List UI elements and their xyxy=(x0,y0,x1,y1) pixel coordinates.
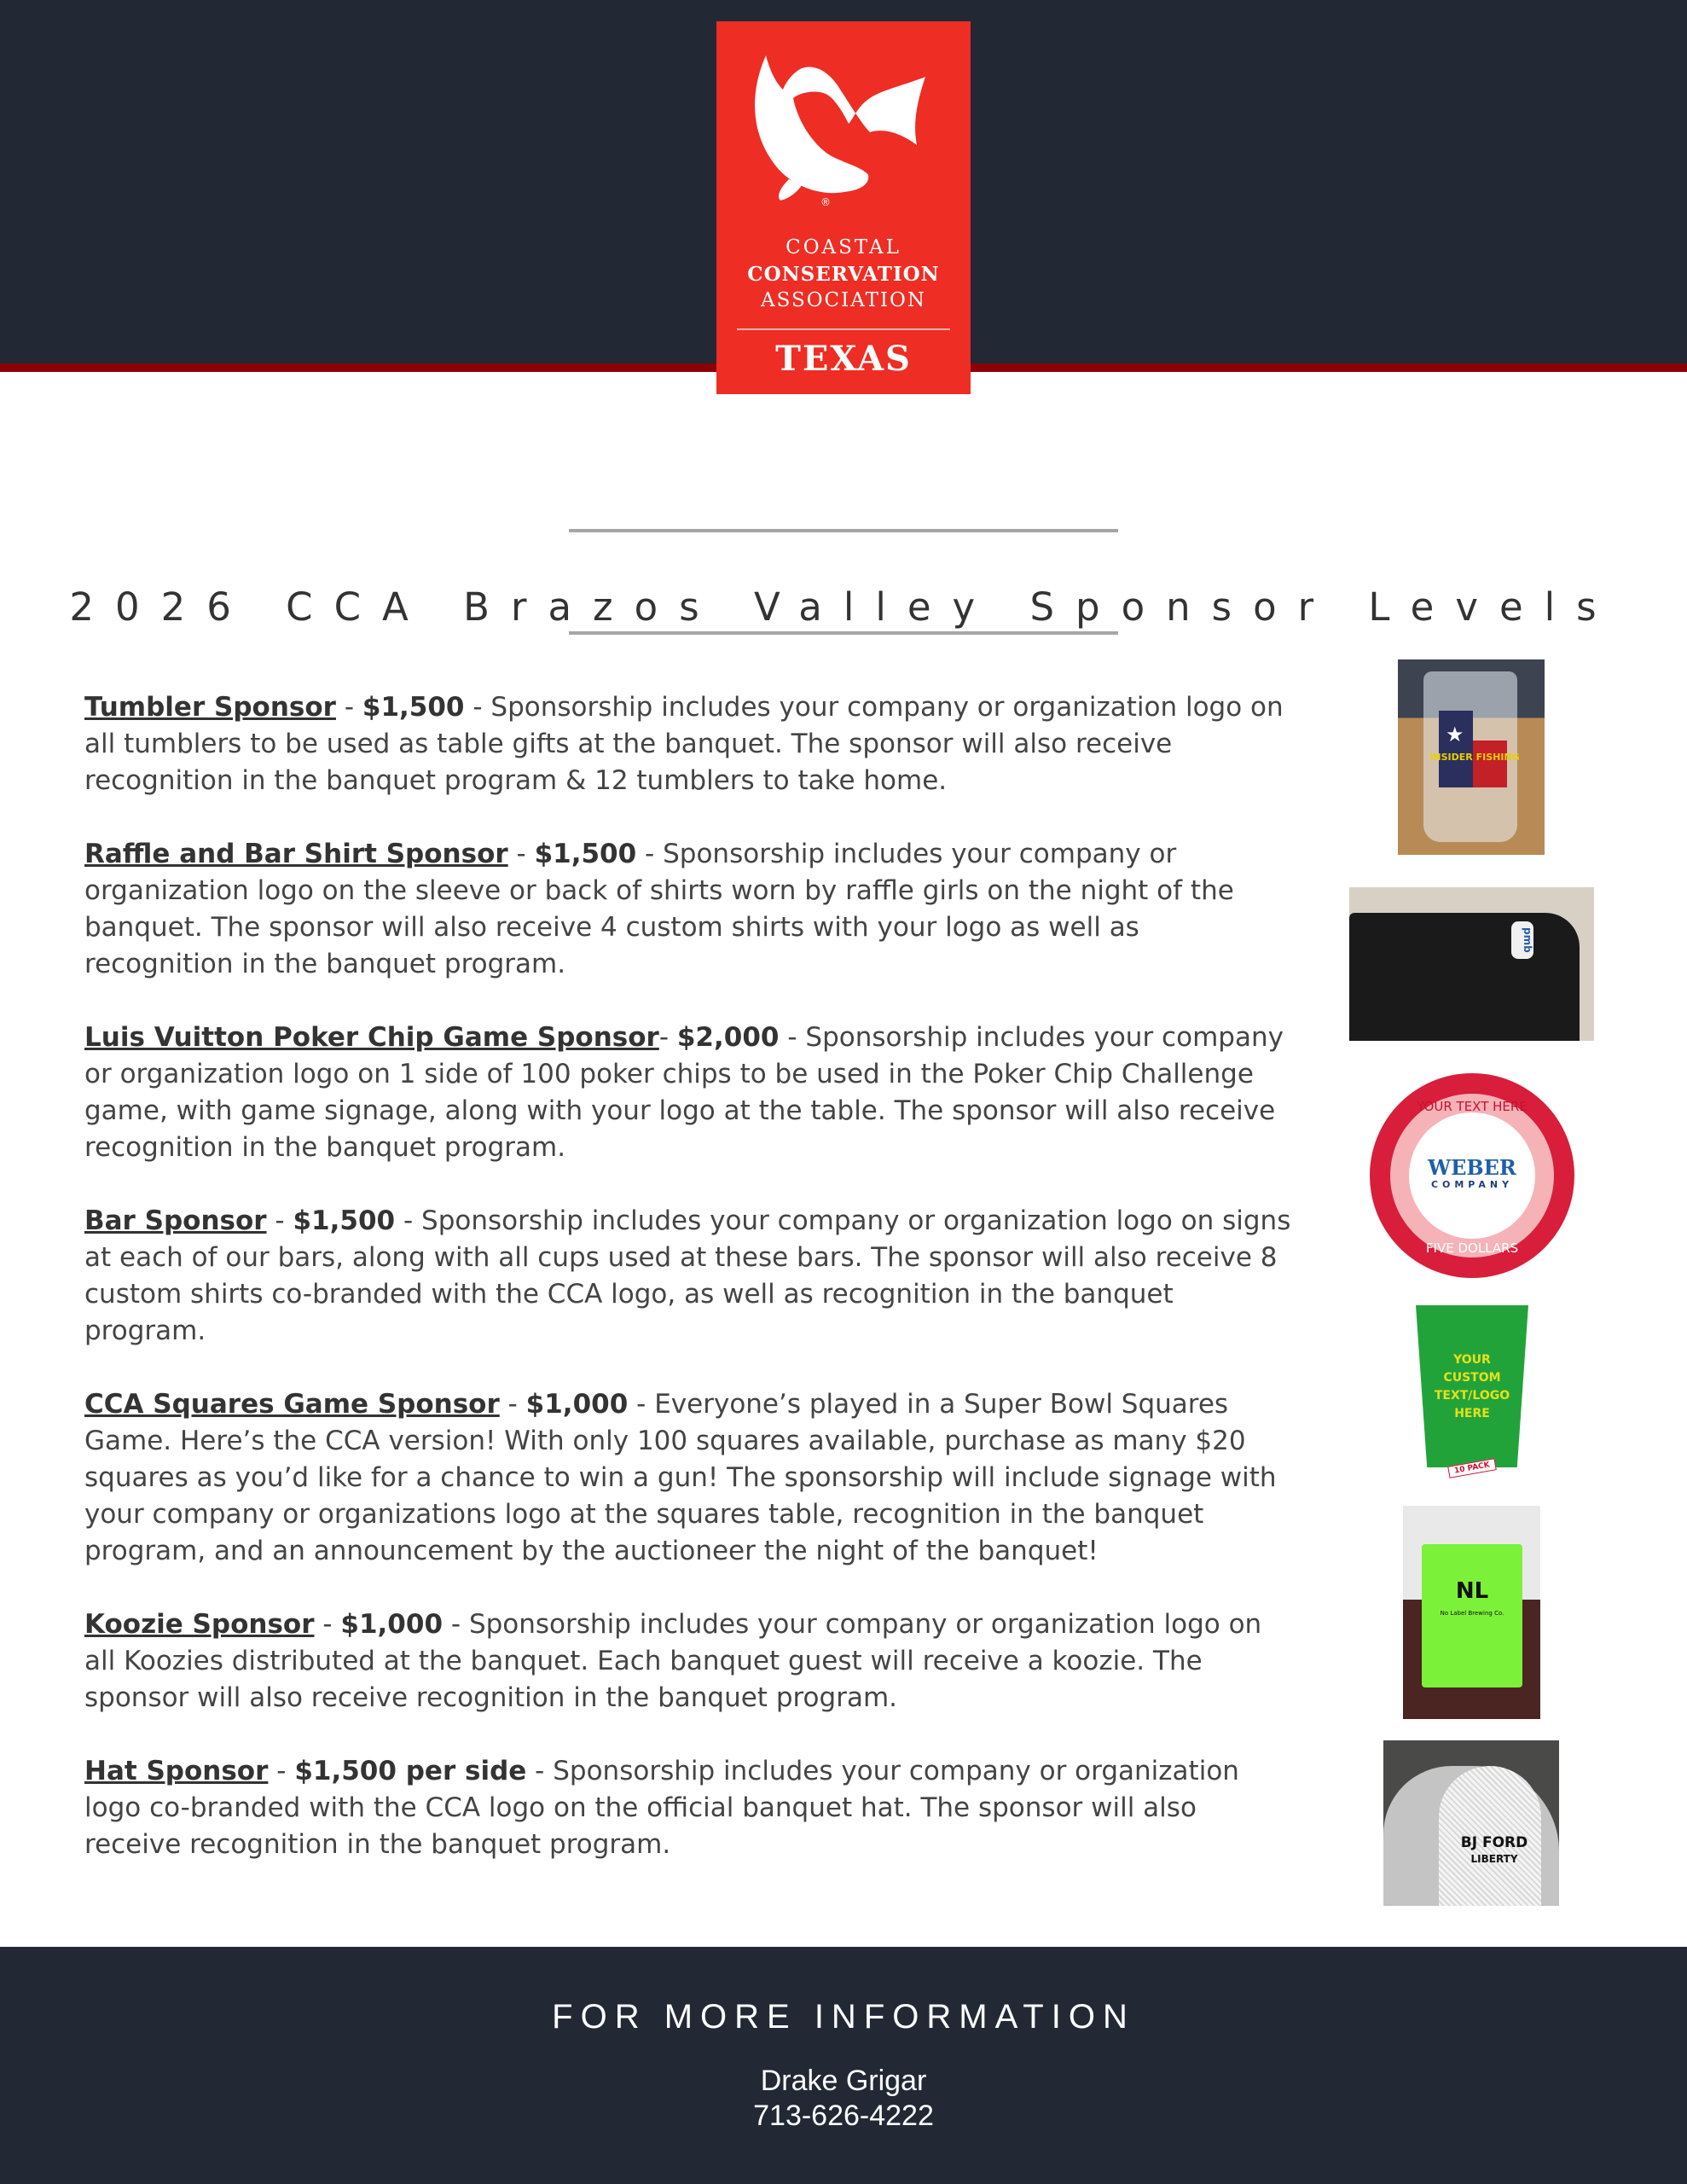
level-price: $1,500 xyxy=(362,692,465,723)
koozie-logo: NL xyxy=(1455,1578,1489,1604)
level-description: Sponsorship includes your company or organization logo on 1 side of 100 poker chips to be used in the Poker Chip Challenge game, with game signage, along with your logo at the table. The sponsor will also receive recognition in the banquet program. xyxy=(84,1022,1284,1163)
poker-chip-image xyxy=(1370,1073,1574,1278)
cca-texas-logo xyxy=(716,21,971,394)
level-name: Hat Sponsor xyxy=(84,1756,269,1786)
shirt-logo-tag: pmb xyxy=(1511,921,1533,959)
level-description: Sponsorship includes your company or organization logo co-branded with the CCA logo on the official banquet hat. The sponsor will also receive recognition in the banquet program. xyxy=(84,1756,1239,1860)
hat-logo-line2: LIBERTY xyxy=(1470,1853,1518,1865)
separator: - xyxy=(268,1756,295,1786)
sponsor-level-bar xyxy=(84,1203,1296,1350)
sponsor-level-raffle-shirt xyxy=(84,836,1296,983)
separator: - xyxy=(395,1205,422,1236)
level-description: Sponsorship includes your company or organization logo on all tumblers to be used as table gifts at the banquet. The sponsor will also receive recognition in the banquet program & 12 tumblers to take home. xyxy=(84,692,1284,796)
sponsor-levels-list xyxy=(84,689,1296,1900)
separator: - xyxy=(464,692,491,723)
logo-line-association: ASSOCIATION xyxy=(760,289,927,311)
tumbler-photo xyxy=(1398,659,1545,855)
separator: - xyxy=(443,1609,469,1640)
registered-mark: ® xyxy=(820,196,831,208)
green-cup-image xyxy=(1412,1304,1532,1483)
footer xyxy=(0,1947,1687,2184)
sponsor-level-squares xyxy=(84,1386,1296,1570)
separator: - xyxy=(658,1022,677,1053)
chip-logo-company: COMPANY xyxy=(1430,1179,1514,1190)
hat-logo-line1: BJ FORD xyxy=(1460,1834,1528,1851)
contact-phone[interactable]: 713-626-4222 xyxy=(753,2100,934,2132)
separator: - xyxy=(636,839,664,869)
separator: - xyxy=(314,1609,341,1640)
level-price: $1,500 xyxy=(534,839,637,869)
title-rule-bottom xyxy=(569,631,1118,635)
level-price: $1,000 xyxy=(340,1609,443,1640)
separator: - xyxy=(499,1389,526,1420)
level-price: $2,000 xyxy=(676,1022,780,1053)
sponsor-level-koozie xyxy=(84,1606,1296,1716)
logo-divider xyxy=(737,328,950,330)
separator: - xyxy=(779,1022,806,1053)
chip-bottom-text: FIVE DOLLARS xyxy=(1425,1240,1519,1256)
flag-red xyxy=(1473,741,1507,787)
level-price: $1,500 xyxy=(293,1205,396,1236)
separator: - xyxy=(526,1756,554,1786)
level-price: $1,000 xyxy=(525,1389,629,1420)
sponsor-level-poker-chip xyxy=(84,1019,1296,1166)
level-name: Tumbler Sponsor xyxy=(84,692,336,723)
chip-top-text: YOUR TEXT HERE xyxy=(1417,1099,1528,1114)
chip-logo-weber: WEBER xyxy=(1428,1155,1516,1180)
level-name: CCA Squares Game Sponsor xyxy=(84,1389,500,1420)
level-name: Luis Vuitton Poker Chip Game Sponsor xyxy=(84,1022,659,1053)
black-shirt xyxy=(1349,913,1580,1041)
cup-text-line: CUSTOM xyxy=(1443,1371,1501,1385)
logo-line-coastal: COASTAL xyxy=(786,236,901,258)
level-description: Sponsorship includes your company or organization logo on all Koozies distributed at the banquet. Each banquet guest will receive a koozie. The sponsor will also receive recognition in the banquet program. xyxy=(84,1609,1262,1713)
page-title: 2026 CCA Brazos Valley Sponsor Levels xyxy=(69,584,1618,630)
koozie-sub: No Label Brewing Co. xyxy=(1440,1610,1504,1617)
sponsor-level-tumbler xyxy=(84,689,1296,799)
separator: - xyxy=(507,839,535,869)
cup-text xyxy=(1412,1351,1532,1423)
level-description: Everyone’s played in a Super Bowl Squares Game. Here’s the CCA version! With only 100 squares available, purchase as many $20 squares as you’d like for a chance to win a gun! The sponsorship will include signage with your company or organizations logo at the squares table, recognition in the banquet program, and an announcement by the auctioneer the night of the banquet! xyxy=(84,1389,1277,1566)
tumbler-label: INSIDER FISHING xyxy=(1429,752,1520,763)
logo-line-texas: TEXAS xyxy=(775,339,912,379)
level-name: Bar Sponsor xyxy=(84,1205,267,1236)
logo-line-conservation: CONSERVATION xyxy=(747,263,940,286)
level-description: Sponsorship includes your company or organization logo on the sleeve or back of shirts worn by raffle girls on the night of the banquet. The sponsor will also receive 4 custom shirts with your logo as well as recognition in the banquet program. xyxy=(84,839,1234,979)
contact-name: Drake Grigar xyxy=(760,2065,927,2097)
level-name: Raffle and Bar Shirt Sponsor xyxy=(84,839,508,869)
level-price: $1,500 per side xyxy=(294,1756,527,1786)
separator: - xyxy=(266,1205,293,1236)
sponsor-level-hat xyxy=(84,1753,1296,1863)
separator: - xyxy=(335,692,362,723)
cup-pack-tag: 10 PACK xyxy=(1447,1458,1497,1478)
level-name: Koozie Sponsor xyxy=(84,1609,315,1640)
level-description: Sponsorship includes your company or organization logo on signs at each of our bars, along with all cups used at these bars. The sponsor will also receive 8 custom shirts co-branded with the CCA logo, as well as recognition in the banquet program. xyxy=(84,1205,1291,1346)
shirt-photo xyxy=(1349,887,1594,1041)
cup-text-line: HERE xyxy=(1454,1407,1490,1420)
cup-text-line: TEXT/LOGO xyxy=(1434,1389,1510,1403)
title-rule-top xyxy=(569,529,1118,532)
koozie-photo xyxy=(1403,1506,1540,1719)
cup-text-line: YOUR xyxy=(1453,1353,1491,1367)
separator: - xyxy=(628,1389,655,1420)
redfish-icon xyxy=(742,38,947,209)
hat-photo xyxy=(1383,1740,1559,1906)
star-icon: ★ xyxy=(1446,723,1464,746)
footer-heading: FOR MORE INFORMATION xyxy=(552,1998,1135,2036)
